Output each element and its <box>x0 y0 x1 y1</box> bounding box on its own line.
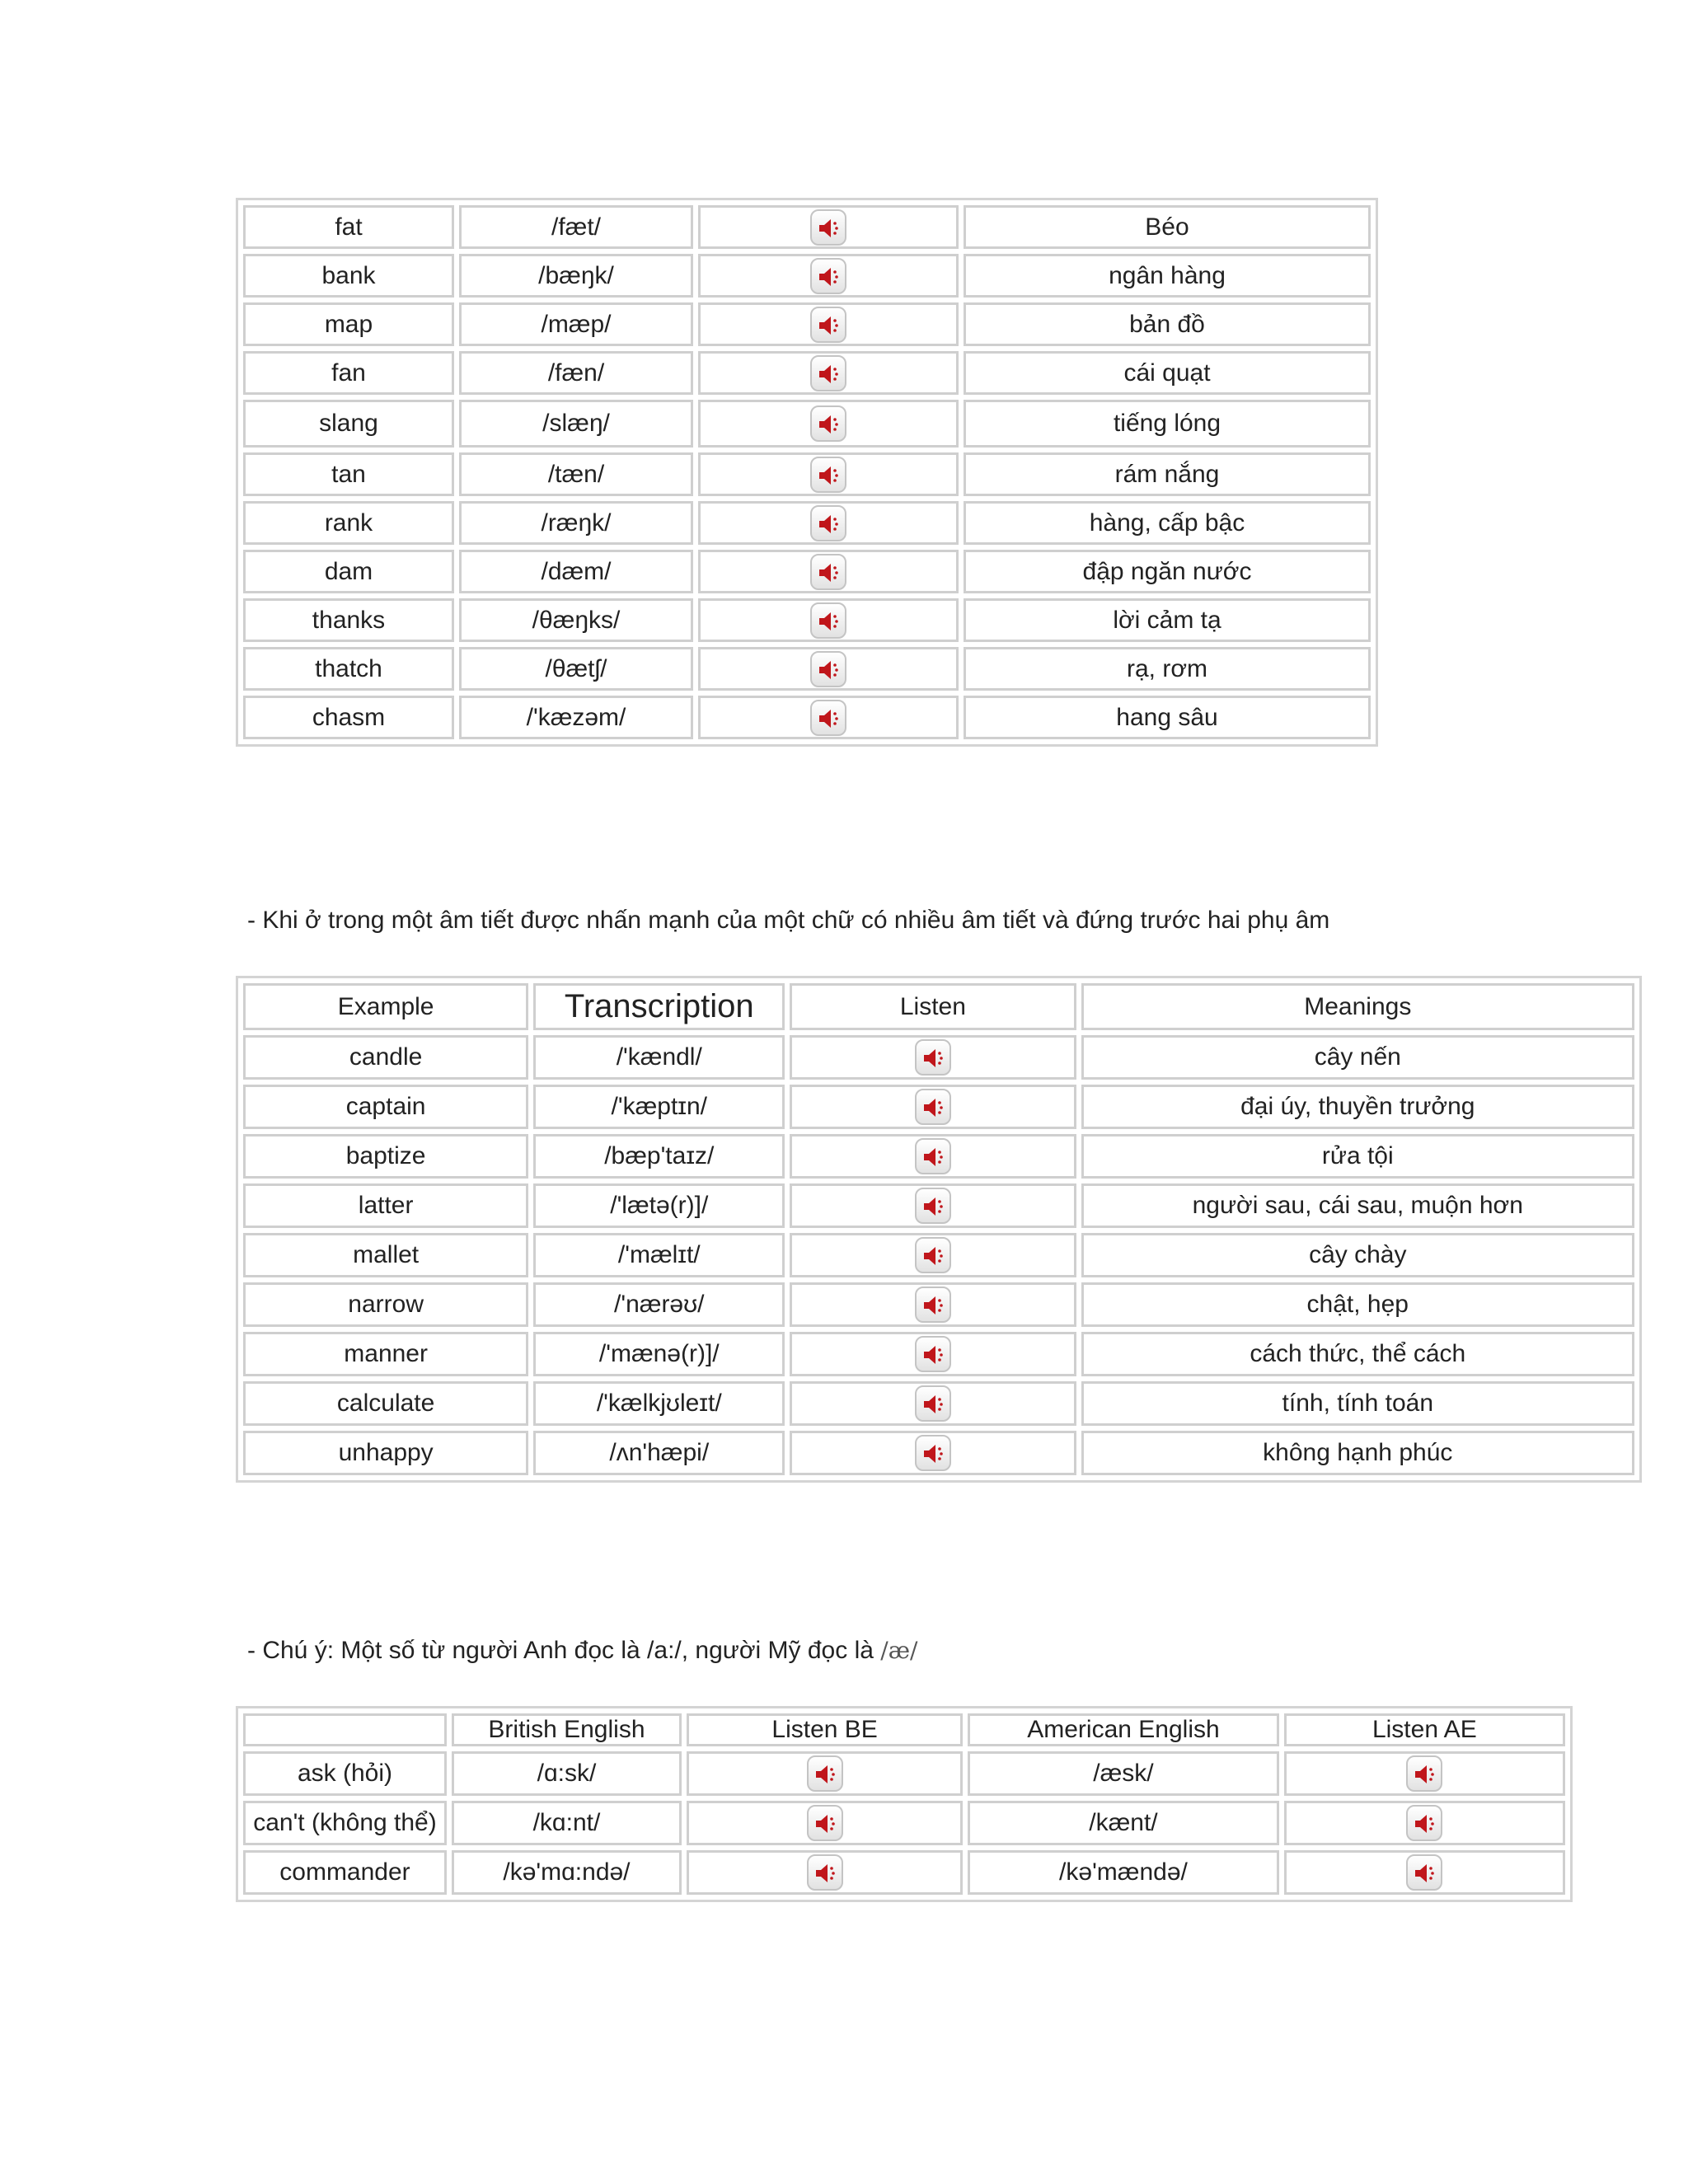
listen-be-cell <box>687 1751 963 1796</box>
vocab-table-3-body <box>243 1751 1565 1895</box>
ipa-cell: /'mænə(r)]/ <box>533 1332 785 1376</box>
table-row <box>243 1850 1565 1895</box>
word-cell: candle <box>243 1035 528 1080</box>
speaker-icon[interactable] <box>915 1336 951 1372</box>
listen-cell <box>790 1183 1076 1228</box>
vocab-table-1 <box>236 198 1378 747</box>
table-row <box>243 1751 1565 1796</box>
listen-cell <box>790 1134 1076 1179</box>
listen-cell <box>698 501 959 545</box>
speaker-icon[interactable] <box>915 1435 951 1471</box>
speaker-icon[interactable] <box>1406 1755 1442 1792</box>
speaker-icon[interactable] <box>1406 1805 1442 1841</box>
ipa-cell: /fæn/ <box>459 351 693 395</box>
table-row <box>243 1035 1634 1080</box>
meaning-cell: tính, tính toán <box>1081 1381 1634 1426</box>
word-cell: calculate <box>243 1381 528 1426</box>
ipa-cell: /'mælɪt/ <box>533 1233 785 1277</box>
word-cell: tan <box>243 452 454 496</box>
meaning-cell: hàng, cấp bậc <box>964 501 1371 545</box>
speaker-icon[interactable] <box>915 1188 951 1224</box>
table-row <box>243 1282 1634 1327</box>
header-word <box>243 1713 447 1746</box>
meaning-cell: không hạnh phúc <box>1081 1431 1634 1475</box>
listen-ae-cell <box>1284 1801 1565 1845</box>
word-cell: dam <box>243 550 454 593</box>
speaker-icon[interactable] <box>915 1089 951 1125</box>
speaker-icon[interactable] <box>807 1854 843 1891</box>
listen-cell <box>698 205 959 249</box>
listen-cell <box>790 1431 1076 1475</box>
word-cell: captain <box>243 1085 528 1129</box>
vocab-table-1-body <box>243 205 1371 739</box>
meaning-cell: người sau, cái sau, muộn hơn <box>1081 1183 1634 1228</box>
note-text: - Chú ý: Một số từ người Anh đọc là /a:/, người Mỹ đọc là <box>247 1637 874 1664</box>
ipa-cell: /'lætə(r)]/ <box>533 1183 785 1228</box>
meaning-cell: đại úy, thuyền trưởng <box>1081 1085 1634 1129</box>
listen-cell <box>698 400 959 448</box>
listen-cell <box>698 254 959 298</box>
british-ipa-cell: /ɑ:sk/ <box>452 1751 682 1796</box>
listen-cell <box>698 302 959 346</box>
ipa-cell: /slæŋ/ <box>459 400 693 448</box>
note-british-american <box>247 1637 917 1665</box>
table-row <box>243 598 1371 642</box>
meaning-cell: rửa tội <box>1081 1134 1634 1179</box>
listen-cell <box>790 1332 1076 1376</box>
word-cell: map <box>243 302 454 346</box>
american-ipa-cell: /kænt/ <box>968 1801 1278 1845</box>
meaning-cell: chật, hẹp <box>1081 1282 1634 1327</box>
table-row <box>243 696 1371 739</box>
listen-ae-cell <box>1284 1751 1565 1796</box>
speaker-icon[interactable] <box>810 700 846 736</box>
listen-cell <box>698 696 959 739</box>
british-ipa-cell: /kɑ:nt/ <box>452 1801 682 1845</box>
header-meanings: Meanings <box>1081 983 1634 1030</box>
ipa-cell: /bæŋk/ <box>459 254 693 298</box>
table-row <box>243 1085 1634 1129</box>
word-cell: rank <box>243 501 454 545</box>
table-row <box>243 400 1371 448</box>
meaning-cell: đập ngăn nước <box>964 550 1371 593</box>
british-ipa-cell: /kə'mɑ:ndə/ <box>452 1850 682 1895</box>
speaker-icon[interactable] <box>810 307 846 343</box>
word-cell: baptize <box>243 1134 528 1179</box>
table-row <box>243 302 1371 346</box>
table-row <box>243 1183 1634 1228</box>
table-row <box>243 1332 1634 1376</box>
speaker-icon[interactable] <box>915 1039 951 1076</box>
speaker-icon[interactable] <box>807 1805 843 1841</box>
meaning-cell: Béo <box>964 205 1371 249</box>
vocab-table-2 <box>236 976 1642 1483</box>
word-cell: ask (hỏi) <box>243 1751 447 1796</box>
listen-be-cell <box>687 1801 963 1845</box>
speaker-icon[interactable] <box>810 209 846 246</box>
listen-cell <box>790 1381 1076 1426</box>
table-row <box>243 452 1371 496</box>
speaker-icon[interactable] <box>915 1237 951 1273</box>
meaning-cell: cây chày <box>1081 1233 1634 1277</box>
vocab-table-3 <box>236 1706 1573 1902</box>
ipa-cell: /dæm/ <box>459 550 693 593</box>
ipa-cell: /fæt/ <box>459 205 693 249</box>
note-ipa: /æ/ <box>880 1637 918 1664</box>
ipa-cell: /bæp'taɪz/ <box>533 1134 785 1179</box>
meaning-cell: ngân hàng <box>964 254 1371 298</box>
header-american-english: American English <box>968 1713 1278 1746</box>
speaker-icon[interactable] <box>810 602 846 639</box>
word-cell: thanks <box>243 598 454 642</box>
listen-cell <box>790 1282 1076 1327</box>
table-row <box>243 351 1371 395</box>
header-transcription: Transcription <box>533 983 785 1030</box>
speaker-icon[interactable] <box>915 1385 951 1422</box>
header-example: Example <box>243 983 528 1030</box>
header-british-english: British English <box>452 1713 682 1746</box>
listen-cell <box>790 1035 1076 1080</box>
word-cell: manner <box>243 1332 528 1376</box>
speaker-icon[interactable] <box>915 1138 951 1174</box>
listen-ae-cell <box>1284 1850 1565 1895</box>
speaker-icon[interactable] <box>810 355 846 391</box>
meaning-cell: rạ, rơm <box>964 647 1371 691</box>
table-row <box>243 205 1371 249</box>
table-row <box>243 1233 1634 1277</box>
word-cell: bank <box>243 254 454 298</box>
listen-cell <box>698 598 959 642</box>
ipa-cell: /'kæzəm/ <box>459 696 693 739</box>
ipa-cell: /ræŋk/ <box>459 501 693 545</box>
header-listen: Listen <box>790 983 1076 1030</box>
ipa-cell: /ʌn'hæpi/ <box>533 1431 785 1475</box>
listen-be-cell <box>687 1850 963 1895</box>
american-ipa-cell: /æsk/ <box>968 1751 1278 1796</box>
table-row <box>243 550 1371 593</box>
speaker-icon[interactable] <box>1406 1854 1442 1891</box>
table-row <box>243 1431 1634 1475</box>
table-row <box>243 647 1371 691</box>
header-listen-ae: Listen AE <box>1284 1713 1565 1746</box>
meaning-cell: bản đồ <box>964 302 1371 346</box>
speaker-icon[interactable] <box>810 258 846 294</box>
word-cell: fat <box>243 205 454 249</box>
ipa-cell: /mæp/ <box>459 302 693 346</box>
meaning-cell: tiếng lóng <box>964 400 1371 448</box>
speaker-icon[interactable] <box>810 457 846 493</box>
note-stressed-syllable: - Khi ở trong một âm tiết được nhấn mạnh của một chữ có nhiều âm tiết và đứng trước hai phụ âm <box>247 907 1330 934</box>
listen-cell <box>698 550 959 593</box>
listen-cell <box>790 1233 1076 1277</box>
speaker-icon[interactable] <box>810 651 846 687</box>
table-header-row <box>243 1713 1565 1746</box>
table-row <box>243 254 1371 298</box>
table-row <box>243 501 1371 545</box>
word-cell: mallet <box>243 1233 528 1277</box>
table-row <box>243 1134 1634 1179</box>
ipa-cell: /'nærəʊ/ <box>533 1282 785 1327</box>
listen-cell <box>698 647 959 691</box>
table-row <box>243 1381 1634 1426</box>
american-ipa-cell: /kə'mændə/ <box>968 1850 1278 1895</box>
ipa-cell: /tæn/ <box>459 452 693 496</box>
word-cell: narrow <box>243 1282 528 1327</box>
word-cell: chasm <box>243 696 454 739</box>
ipa-cell: /θætʃ/ <box>459 647 693 691</box>
word-cell: commander <box>243 1850 447 1895</box>
speaker-icon[interactable] <box>915 1286 951 1323</box>
table-header-row <box>243 983 1634 1030</box>
speaker-icon[interactable] <box>810 405 846 442</box>
meaning-cell: cái quạt <box>964 351 1371 395</box>
speaker-icon[interactable] <box>810 554 846 590</box>
word-cell: thatch <box>243 647 454 691</box>
listen-cell <box>698 351 959 395</box>
meaning-cell: cây nến <box>1081 1035 1634 1080</box>
listen-cell <box>698 452 959 496</box>
word-cell: slang <box>243 400 454 448</box>
ipa-cell: /'kælkjʊleɪt/ <box>533 1381 785 1426</box>
header-listen-be: Listen BE <box>687 1713 963 1746</box>
listen-cell <box>790 1085 1076 1129</box>
ipa-cell: /θæŋks/ <box>459 598 693 642</box>
speaker-icon[interactable] <box>810 505 846 541</box>
meaning-cell: lời cảm tạ <box>964 598 1371 642</box>
table-row <box>243 1801 1565 1845</box>
speaker-icon[interactable] <box>807 1755 843 1792</box>
vocab-table-2-body <box>243 1035 1634 1475</box>
meaning-cell: cách thức, thể cách <box>1081 1332 1634 1376</box>
word-cell: can't (không thể) <box>243 1801 447 1845</box>
word-cell: fan <box>243 351 454 395</box>
word-cell: latter <box>243 1183 528 1228</box>
ipa-cell: /'kændl/ <box>533 1035 785 1080</box>
word-cell: unhappy <box>243 1431 528 1475</box>
ipa-cell: /'kæptɪn/ <box>533 1085 785 1129</box>
meaning-cell: rám nắng <box>964 452 1371 496</box>
meaning-cell: hang sâu <box>964 696 1371 739</box>
